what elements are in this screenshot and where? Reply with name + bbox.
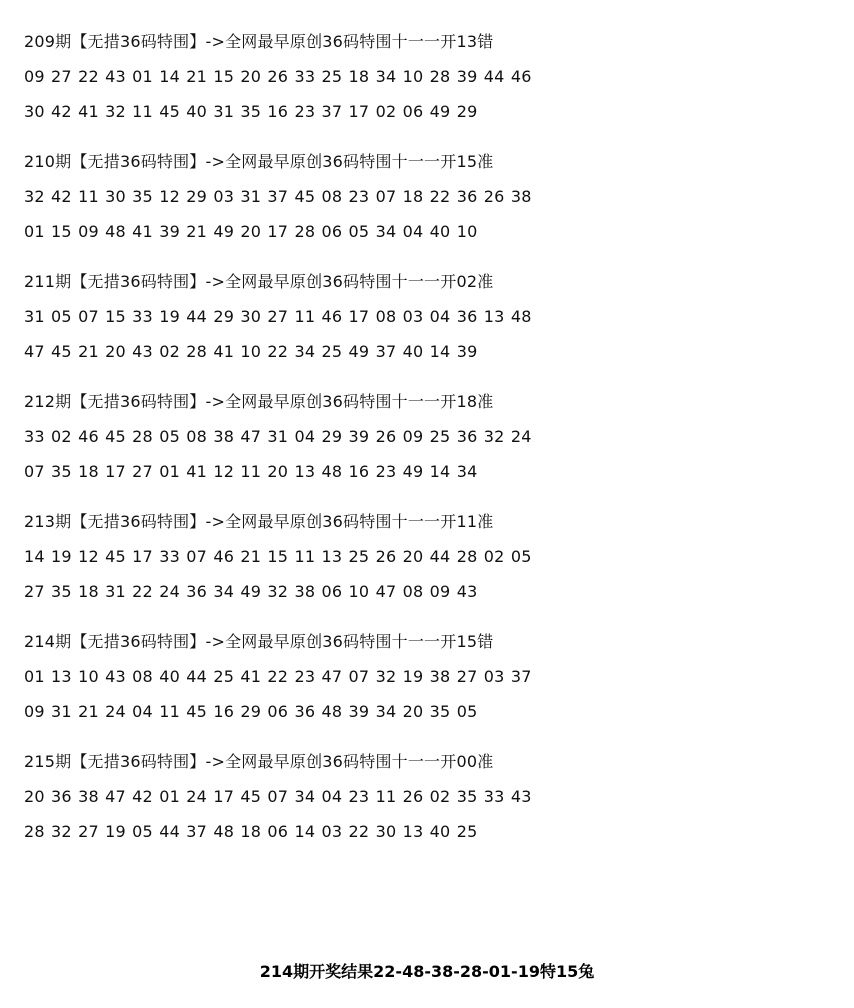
- number-row: 33 02 46 45 28 05 08 38 47 31 04 29 39 26 09 25 36 32 24: [24, 427, 532, 446]
- entry-213: [24, 504, 834, 624]
- entry-title: 211期【无措36码特围】->全网最早原创36码特围十一一开02准: [24, 272, 494, 291]
- number-row: 27 35 18 31 22 24 36 34 49 32 38 06 10 47 08 09 43: [24, 582, 478, 601]
- number-row: 01 15 09 48 41 39 21 49 20 17 28 06 05 34 04 40 10: [24, 222, 478, 241]
- draw-result-text: 214期开奖结果22-48-38-28-01-19特15兔: [259, 962, 595, 981]
- entry-211: [24, 264, 834, 384]
- entry-title: 210期【无措36码特围】->全网最早原创36码特围十一一开15准: [24, 152, 494, 171]
- entry-title: 213期【无措36码特围】->全网最早原创36码特围十一一开11准: [24, 512, 494, 531]
- entry-212: [24, 384, 834, 504]
- entry-title: 209期【无措36码特围】->全网最早原创36码特围十一一开13错: [24, 32, 494, 51]
- prediction-list: [24, 24, 834, 864]
- entry-title: 214期【无措36码特围】->全网最早原创36码特围十一一开15错: [24, 632, 494, 651]
- entry-209: [24, 24, 834, 144]
- number-row: 09 27 22 43 01 14 21 15 20 26 33 25 18 34 10 28 39 44 46: [24, 67, 532, 86]
- number-row: 07 35 18 17 27 01 41 12 11 20 13 48 16 23 49 14 34: [24, 462, 478, 481]
- entry-title: 215期【无措36码特围】->全网最早原创36码特围十一一开00准: [24, 752, 494, 771]
- entry-214: [24, 624, 834, 744]
- number-row: 30 42 41 32 11 45 40 31 35 16 23 37 17 02 06 49 29: [24, 102, 478, 121]
- number-row: 28 32 27 19 05 44 37 48 18 06 14 03 22 30 13 40 25: [24, 822, 478, 841]
- number-row: 14 19 12 45 17 33 07 46 21 15 11 13 25 26 20 44 28 02 05: [24, 547, 532, 566]
- number-row: 01 13 10 43 08 40 44 25 41 22 23 47 07 32 19 38 27 03 37: [24, 667, 532, 686]
- entry-215: [24, 744, 834, 864]
- number-row: 09 31 21 24 04 11 45 16 29 06 36 48 39 34 20 35 05: [24, 702, 478, 721]
- number-row: 47 45 21 20 43 02 28 41 10 22 34 25 49 37 40 14 39: [24, 342, 478, 361]
- number-row: 31 05 07 15 33 19 44 29 30 27 11 46 17 08 03 04 36 13 48: [24, 307, 532, 326]
- entry-title: 212期【无措36码特围】->全网最早原创36码特围十一一开18准: [24, 392, 494, 411]
- number-row: 20 36 38 47 42 01 24 17 45 07 34 04 23 11 26 02 35 33 43: [24, 787, 532, 806]
- entry-210: [24, 144, 834, 264]
- number-row: 32 42 11 30 35 12 29 03 31 37 45 08 23 07 18 22 36 26 38: [24, 187, 532, 206]
